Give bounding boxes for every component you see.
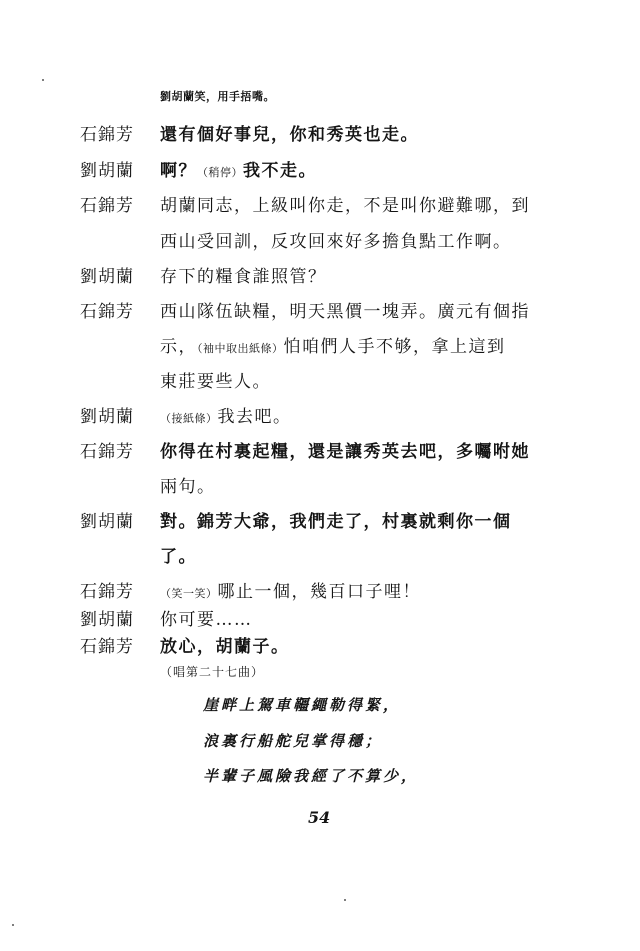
dialogue-fragment: 你得在村裏起糧，還是讓秀英去吧，多囑咐她: [160, 442, 530, 462]
speaker-name: 劉胡蘭: [80, 161, 134, 181]
dialogue-text: [160, 156, 317, 181]
dialogue-fragment: 放心，胡蘭子。: [160, 637, 290, 657]
speaker-name: 石錦芳: [80, 302, 134, 322]
speaker-name: 劉胡蘭: [80, 407, 134, 427]
dialogue-fragment: 還有個好事兒，你和秀英也走。: [160, 125, 419, 145]
inline-stage-direction: （笑一笑）: [160, 587, 218, 600]
dialogue-text: [160, 297, 530, 322]
scan-speck: [12, 924, 14, 926]
inline-stage-direction: （接紙條）: [160, 412, 218, 425]
inline-stage-direction: （袖中取出紙條）: [197, 342, 284, 355]
speaker-name: 石錦芳: [80, 637, 134, 657]
dialogue-fragment: 了。: [160, 547, 197, 567]
speaker-name: 石錦芳: [80, 196, 134, 216]
scan-speck: [344, 899, 346, 901]
lyric-line: 浪裏行船舵兒掌得穩；: [203, 732, 384, 750]
dialogue-fragment: 西山隊伍缺糧，明天黑價一塊弄。廣元有個指: [160, 302, 530, 322]
dialogue-text: [160, 262, 327, 287]
dialogue-fragment: 兩句。: [160, 477, 216, 497]
inline-stage-direction: （稍停）: [197, 166, 243, 179]
dialogue-text: [160, 227, 512, 252]
dialogue-text: [160, 472, 216, 497]
dialogue-text: [160, 632, 290, 657]
dialogue-text: [160, 437, 530, 462]
song-cue: （唱第二十七曲）: [160, 665, 265, 679]
dialogue-text: [160, 120, 419, 145]
dialogue-fragment: 啊？: [160, 161, 197, 181]
dialogue-fragment: 我不走。: [243, 161, 317, 181]
dialogue-text: [160, 332, 506, 357]
speaker-name: 劉胡蘭: [80, 610, 134, 630]
dialogue-text: [160, 402, 292, 427]
speaker-name: 石錦芳: [80, 125, 134, 145]
dialogue-fragment: 對。錦芳大爺，我們走了，村裏就剩你一個: [160, 512, 512, 532]
stage-direction: 劉胡蘭笑，用手捂嘴。: [160, 90, 275, 103]
speaker-name: 劉胡蘭: [80, 512, 134, 532]
dialogue-fragment: 示，: [160, 337, 197, 357]
lyric-line: 半輩子風險我經了不算少，: [203, 767, 420, 785]
page-number: 54: [308, 808, 331, 827]
speaker-name: 石錦芳: [80, 442, 134, 462]
speaker-name: 石錦芳: [80, 582, 134, 602]
lyric-line: 崖畔上駕車韁繩勒得緊，: [203, 696, 402, 714]
dialogue-text: [160, 605, 253, 630]
dialogue-text: [160, 191, 530, 216]
dialogue-fragment: 存下的糧食誰照管？: [160, 267, 327, 287]
dialogue-fragment: 哪止一個，幾百口子哩！: [217, 582, 421, 602]
dialogue-text: [160, 367, 271, 392]
scan-speck: [42, 79, 44, 81]
speaker-name: 劉胡蘭: [80, 267, 134, 287]
dialogue-fragment: 西山受回訓，反攻回來好多擔負點工作啊。: [160, 232, 512, 252]
dialogue-fragment: 我去吧。: [217, 407, 292, 427]
dialogue-text: [160, 507, 512, 532]
dialogue-fragment: 怕咱們人手不够，拿上這到: [283, 337, 506, 357]
dialogue-fragment: 東莊要些人。: [160, 372, 271, 392]
dialogue-fragment: 你可要……: [160, 610, 253, 630]
dialogue-text: [160, 542, 197, 567]
dialogue-text: [160, 577, 421, 602]
dialogue-fragment: 胡蘭同志，上級叫你走，不是叫你避難哪，到: [160, 196, 530, 216]
